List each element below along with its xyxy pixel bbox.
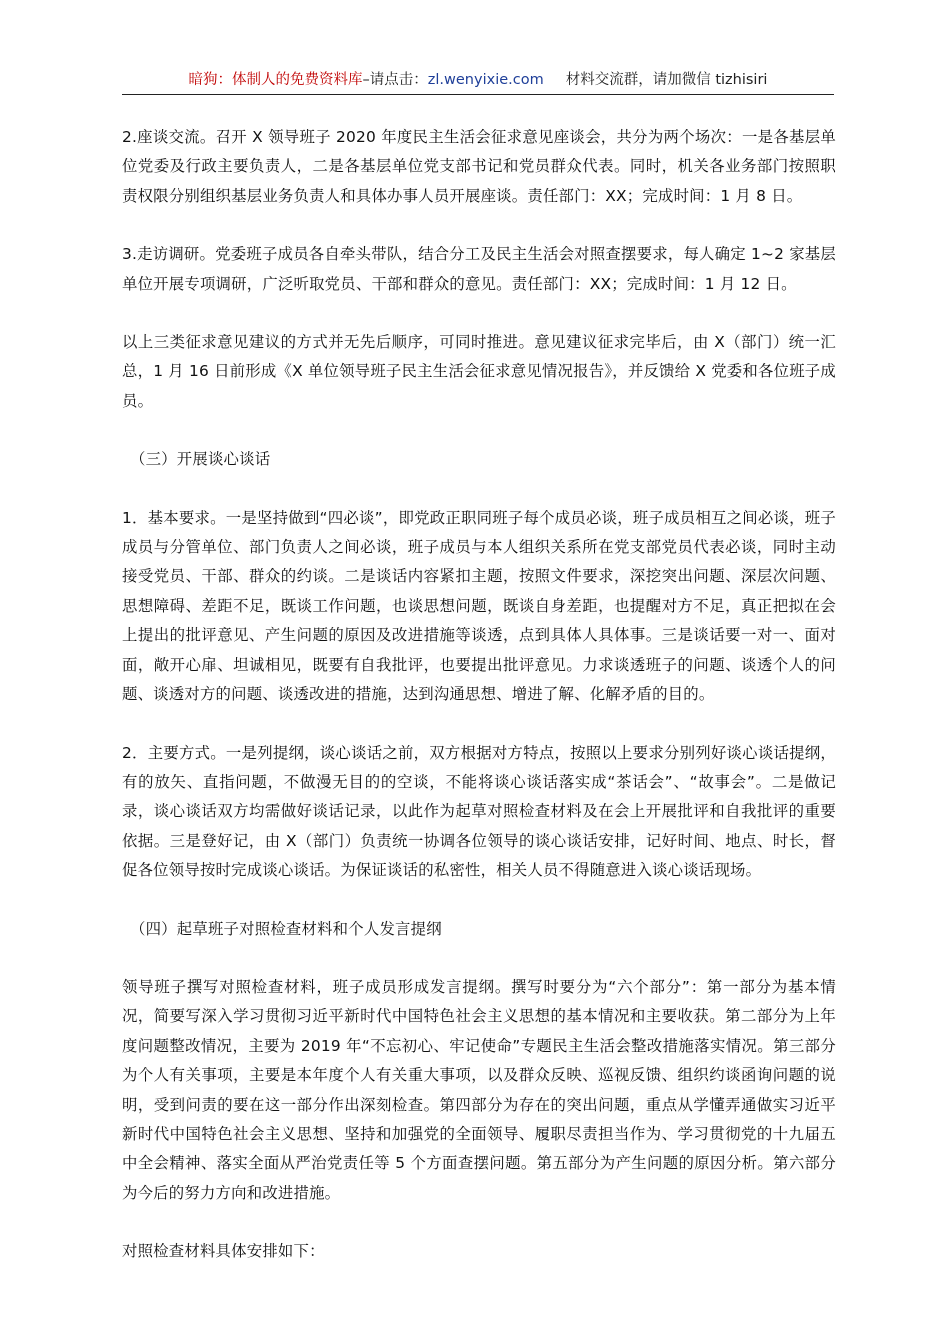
- section-heading-talks: （三）开展谈心谈话: [130, 450, 271, 469]
- document-body: [122, 123, 836, 1267]
- header-link[interactable]: zl.wenyixie.com: [427, 72, 544, 88]
- header-contact: 材料交流群，请加微信 tizhisiri: [565, 72, 768, 88]
- header-click-prompt: –请点击：: [362, 72, 428, 88]
- page-header: [122, 70, 834, 95]
- paragraph-symposium: 2.座谈交流。召开 X 领导班子 2020 年度民主生活会征求意见座谈会，共分为两个场次：一是各基层单位党委及行政主要负责人，二是各基层单位党支部书记和党员群众代表。同时，机关各业务部门按照职责权限分别组织基层业务负责人和具体办事人员开展座谈。责任部门：XX；完成时间：1 月 8 日。: [122, 128, 836, 205]
- paragraph-six-parts: 领导班子撰写对照检查材料，班子成员形成发言提纲。撰写时要分为“六个部分”：第一部分为基本情况，简要写深入学习贯彻习近平新时代中国特色社会主义思想的基本情况和主要收获。第二部分为上年度问题整改情况，主要为 2019 年“不忘初心、牢记使命”专题民主生活会整改措施落实情况。第三部分为个人有关事项，主要是本年度个人有关重大事项，以及群众反映、巡视反馈、组织约谈函询问题的说明，受到问责的要在这一部分作出深刻检查。第四部分为存在的突出问题，重点从学懂弄通做实习近平新时代中国特色社会主义思想、坚持和加强党的全面领导、履职尽责担当作为、学习贯彻党的十九届五中全会精神、落实全面从严治党责任等 5 个方面查摆问题。第五部分为产生问题的原因分析。第六部分为今后的努力方向和改进措施。: [122, 977, 836, 1202]
- paragraph-summary: 以上三类征求意见建议的方式并无先后顺序，可同时推进。意见建议征求完毕后，由 X（部门）统一汇总，1 月 16 日前形成《X 单位领导班子民主生活会征求意见情况报告》，并反馈给 X 党委和各位班子成员。: [122, 333, 836, 410]
- header-site-name: 暗狗：体制人的免费资料库: [188, 72, 363, 88]
- section-heading-drafting: （四）起草班子对照检查材料和个人发言提纲: [130, 919, 442, 938]
- paragraph-main-methods: 2．主要方式。一是列提纲，谈心谈话之前，双方根据对方特点，按照以上要求分别列好谈心谈话提纲，有的放矢、直指问题，不做漫无目的的空谈，不能将谈心谈话落实成“茶话会”、“故事会”。二是做记录，谈心谈话双方均需做好谈话记录，以此作为起草对照检查材料及在会上开展批评和自我批评的重要依据。三是登好记，由 X（部门）负责统一协调各位领导的谈心谈话安排，记好时间、地点、时长，督促各位领导按时完成谈心谈话。为保证谈话的私密性，相关人员不得随意进入谈心谈话现场。: [122, 743, 836, 880]
- paragraph-arrangement: 对照检查材料具体安排如下：: [122, 1242, 325, 1261]
- paragraph-field-research: 3.走访调研。党委班子成员各自牵头带队，结合分工及民主生活会对照查摆要求，每人确定 1~2 家基层单位开展专项调研，广泛听取党员、干部和群众的意见。责任部门：XX；完成时间：1 月 12 日。: [122, 245, 836, 293]
- paragraph-basic-requirements: 1．基本要求。一是坚持做到“四必谈”，即党政正职同班子每个成员必谈，班子成员相互之间必谈，班子成员与分管单位、部门负责人之间必谈，班子成员与本人组织关系所在党支部党员代表必谈，同时主动接受党员、干部、群众的约谈。二是谈话内容紧扣主题，按照文件要求，深挖突出问题、深层次问题、思想障碍、差距不足，既谈工作问题，也谈思想问题，既谈自身差距，也提醒对方不足，真正把拟在会上提出的批评意见、产生问题的原因及改进措施等谈透，点到具体人具体事。三是谈话要一对一、面对面，敞开心扉、坦诚相见，既要有自我批评，也要提出批评意见。力求谈透班子的问题、谈透个人的问题、谈透对方的问题、谈透改进的措施，达到沟通思想、增进了解、化解矛盾的目的。: [122, 508, 836, 704]
